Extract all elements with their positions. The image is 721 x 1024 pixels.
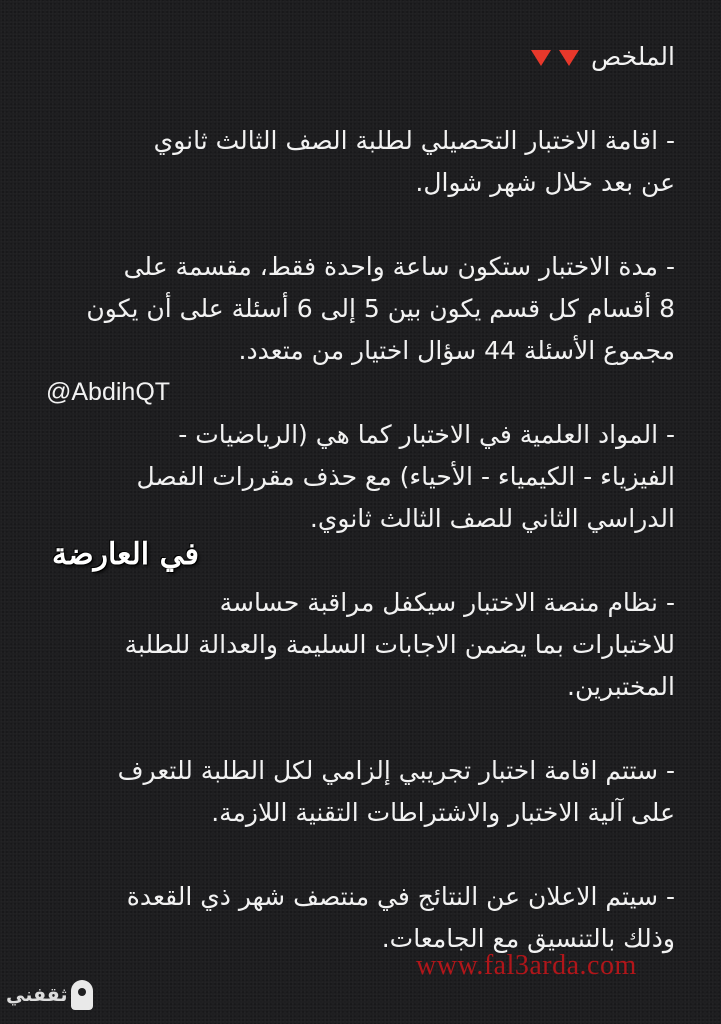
thaqafni-logo (6, 980, 93, 1010)
note-line: المختبرين. (567, 672, 675, 701)
note-line: الدراسي الثاني للصف الثالث ثانوي. (309, 504, 675, 533)
site-overlay-label: في العارضة (52, 537, 199, 572)
note-line: 8 أقسام كل قسم يكون بين 5 إلى 6 أسئلة على أن يكون (86, 294, 675, 323)
red-down-triangle-icon (559, 50, 579, 66)
note-line: - مدة الاختبار ستكون ساعة واحدة فقط، مقسمة على (123, 252, 675, 281)
note-body (30, 36, 675, 960)
note-line: الفيزياء - الكيمياء - الأحياء) مع حذف مقررات الفصل (136, 462, 675, 491)
note-line: مجموع الأسئلة 44 سؤال اختيار من متعدد. (238, 336, 675, 365)
note-line: - نظام منصة الاختبار سيكفل مراقبة حساسة (219, 588, 675, 617)
logo-text: ثقفني (6, 984, 68, 1006)
site-watermark: www.fal3arda.com (416, 950, 637, 981)
note-line: - اقامة الاختبار التحصيلي لطلبة الصف الثالث ثانوي (153, 126, 675, 155)
author-handle: @AbdihQT (46, 378, 171, 406)
note-line: على آلية الاختبار والاشتراطات التقنية اللازمة. (211, 798, 675, 827)
note-line: عن بعد خلال شهر شوال. (415, 168, 675, 197)
lightbulb-head-icon (71, 980, 93, 1010)
red-down-triangle-icon (531, 50, 551, 66)
note-line: للاختبارات بما يضمن الاجابات السليمة والعدالة للطلبة (124, 630, 675, 659)
note-heading-line (30, 36, 675, 78)
note-line: وذلك بالتنسيق مع الجامعات. (381, 924, 675, 953)
note-heading: الملخص (590, 42, 675, 71)
note-line: - المواد العلمية في الاختبار كما هي (الرياضيات - (178, 420, 675, 449)
note-line: - ستتم اقامة اختبار تجريبي إلزامي لكل الطلبة للتعرف (117, 756, 675, 785)
note-line: - سيتم الاعلان عن النتائج في منتصف شهر ذي القعدة (126, 882, 675, 911)
